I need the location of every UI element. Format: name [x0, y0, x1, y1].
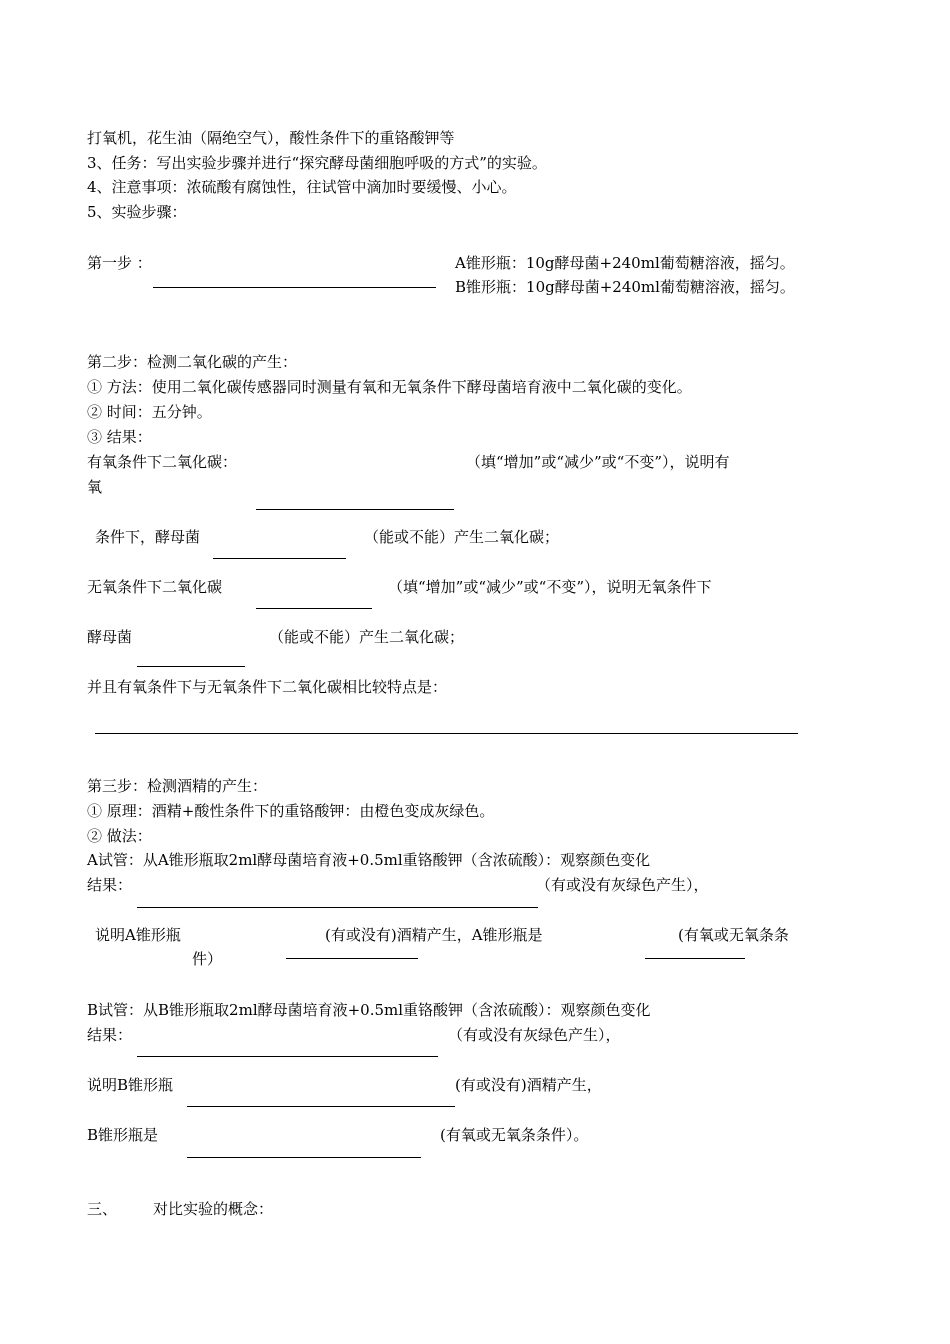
- tube-b-condition-blank[interactable]: [187, 1157, 421, 1158]
- section3-number: 三、: [87, 1200, 118, 1218]
- tube-b-result-blank[interactable]: [137, 1056, 438, 1057]
- tube-a-procedure: A试管：从A锥形瓶取2ml酵母菌培育液+0.5ml重铬酸钾（含浓硫酸）：观察颜色变化: [87, 851, 651, 869]
- tube-b-procedure: B试管：从B锥形瓶取2ml酵母菌培育液+0.5ml重铬酸钾（含浓硫酸）：观察颜色变化: [87, 1001, 651, 1019]
- step2-method: ① 方法：使用二氧化碳传感器同时测量有氧和无氧条件下酵母菌培育液中二氧化碳的变化。: [87, 378, 692, 396]
- compare-line: 并且有氧条件下与无氧条件下二氧化碳相比较特点是：: [87, 678, 448, 696]
- tube-a-result-label: 结果：: [87, 876, 133, 894]
- steps-heading: 5、实验步骤：: [87, 203, 187, 221]
- step2-time: ② 时间：五分钟。: [87, 403, 212, 421]
- tube-a-condition-hint: (有氧或无氧条条: [678, 926, 789, 944]
- aerobic-can-produce: （能或不能）产生二氧化碳；: [364, 528, 560, 546]
- step1-answer-blank[interactable]: [153, 287, 436, 288]
- anaerobic-can-blank[interactable]: [137, 666, 245, 667]
- aerobic-co2-blank[interactable]: [256, 509, 454, 510]
- notes-line: 4、注意事项：浓硫酸有腐蚀性，往试管中滴加时要缓慢、小心。: [87, 178, 517, 196]
- step1-flask-b: B锥形瓶：10g酵母菌+240ml葡萄糖溶液，摇匀。: [455, 278, 795, 296]
- step3-heading: 第三步：检测酒精的产生：: [87, 777, 268, 795]
- anaerobic-co2-hint: （填“增加”或“减少”或“不变”），说明无氧条件下: [388, 578, 712, 596]
- step1-flask-a: A锥形瓶：10g酵母菌+240ml葡萄糖溶液，摇匀。: [455, 254, 795, 272]
- anaerobic-co2-blank[interactable]: [256, 608, 372, 609]
- anaerobic-co2-label: 无氧条件下二氧化碳: [87, 578, 223, 596]
- tube-b-condition-hint: (有氧或无氧条条件）。: [440, 1126, 589, 1144]
- tube-a-result-blank[interactable]: [137, 907, 538, 908]
- tube-a-condition-blank[interactable]: [645, 958, 745, 959]
- compare-answer-blank[interactable]: [95, 733, 798, 734]
- anaerobic-can-produce: （能或不能）产生二氧化碳；: [269, 628, 465, 646]
- tube-a-explain: 说明A锥形瓶: [95, 926, 181, 944]
- aerobic-wrap: 氧: [87, 478, 103, 496]
- tube-a-result-hint: （有或没有灰绿色产生），: [536, 876, 709, 894]
- step1-label: 第一步 ：: [87, 254, 152, 272]
- tube-b-result-hint: （有或没有灰绿色产生），: [448, 1026, 621, 1044]
- task-line: 3、任务：写出实验步骤并进行“探究酵母菌细胞呼吸的方式”的实验。: [87, 154, 547, 172]
- step2-result: ③ 结果：: [87, 428, 152, 446]
- tube-b-explain: 说明B锥形瓶: [87, 1076, 174, 1094]
- materials-continued: 打氧机，花生油（隔绝空气），酸性条件下的重铬酸钾等: [87, 129, 455, 147]
- tube-b-is: B锥形瓶是: [87, 1126, 159, 1144]
- tube-a-alcohol-blank[interactable]: [286, 958, 418, 959]
- tube-b-alcohol: (有或没有)酒精产生，: [455, 1076, 602, 1094]
- anaerobic-yeast: 酵母菌: [87, 628, 133, 646]
- tube-b-alcohol-blank[interactable]: [187, 1106, 455, 1107]
- step3-principle: ① 原理：酒精+酸性条件下的重铬酸钾：由橙色变成灰绿色。: [87, 802, 495, 820]
- tube-b-result-label: 结果：: [87, 1026, 133, 1044]
- step3-method: ② 做法：: [87, 827, 152, 845]
- tube-a-alcohol: (有或没有)酒精产生，A锥形瓶是: [325, 926, 543, 944]
- aerobic-condition: 条件下，酵母菌: [95, 528, 201, 546]
- aerobic-co2-label: 有氧条件下二氧化碳：: [87, 453, 238, 471]
- step2-heading: 第二步：检测二氧化碳的产生：: [87, 353, 298, 371]
- section3-title: 对比实验的概念：: [153, 1200, 274, 1218]
- aerobic-can-blank[interactable]: [213, 558, 346, 559]
- aerobic-co2-hint: （填“增加”或“减少”或“不变”），说明有: [466, 453, 730, 471]
- tube-a-condition-wrap: 件）: [192, 950, 223, 968]
